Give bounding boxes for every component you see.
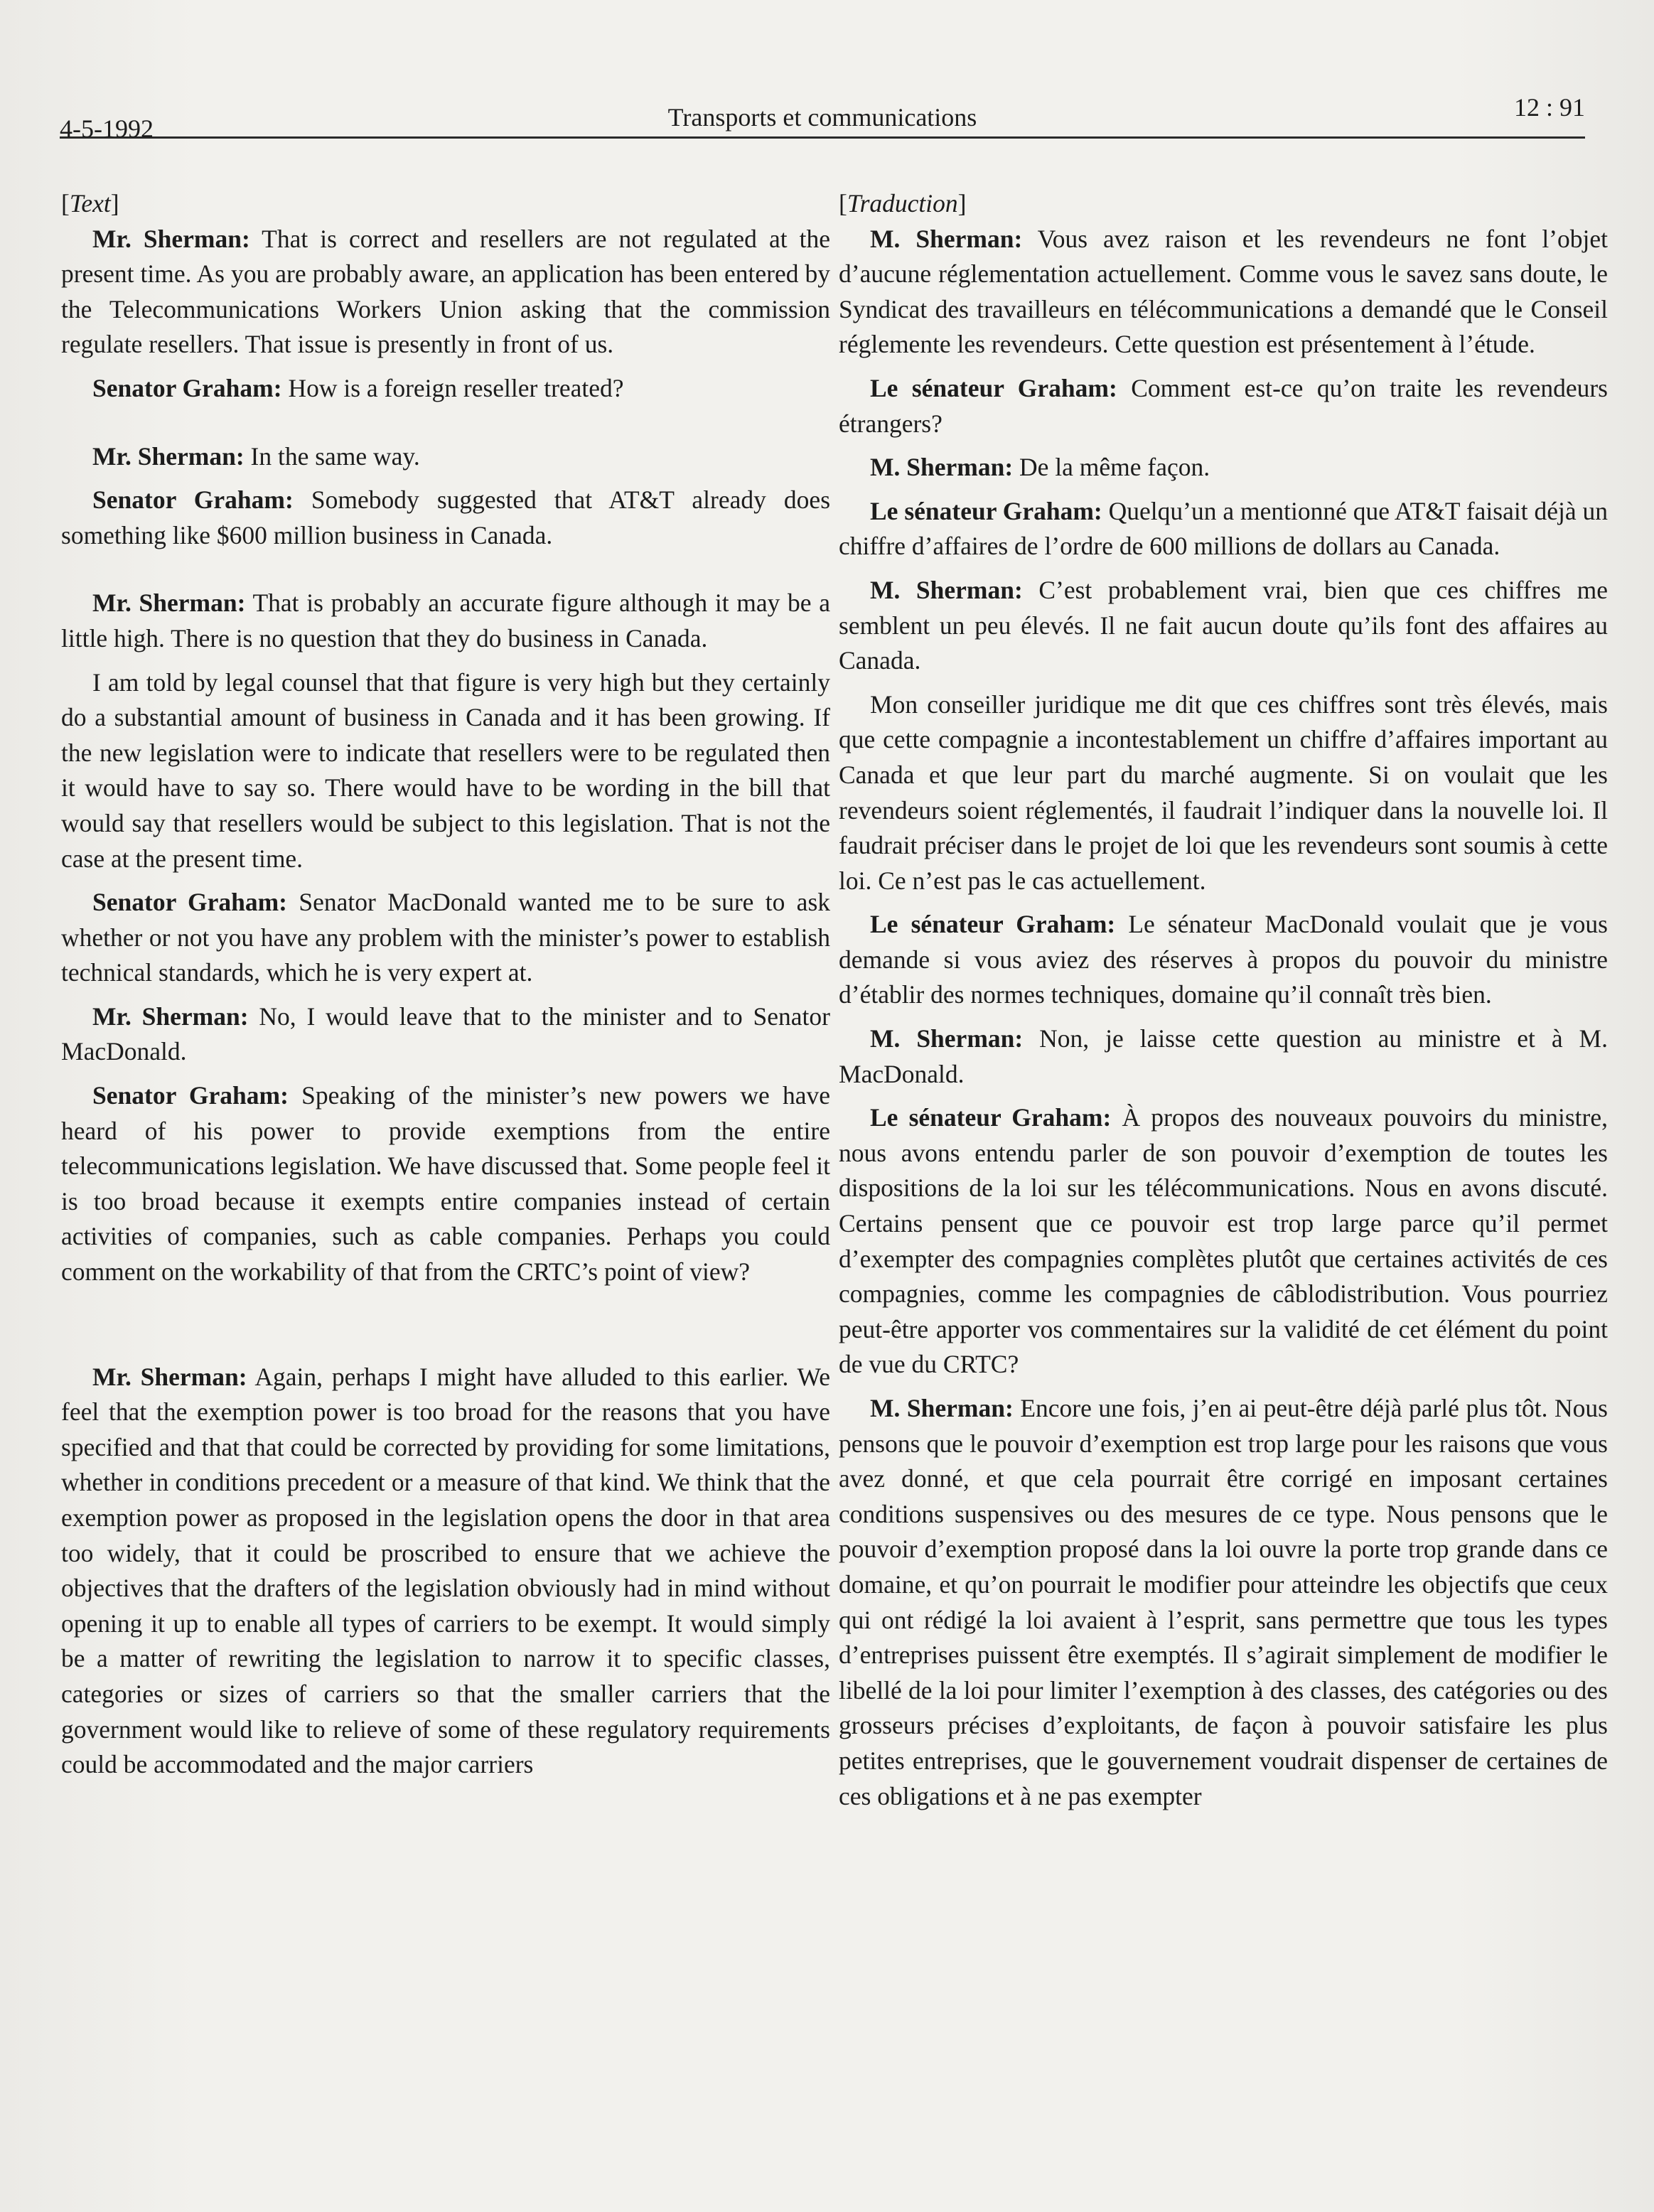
paragraph-text: Le sénateur MacDonald voulait que je vous demande si vous aviez des réserves à propos du pouvoir du ministre d’établir des normes techniques, domaine qu’il connaît très bien. [839,910,1608,1009]
speaker-name: Senator Graham: [92,1081,289,1110]
paragraph-text: Mon conseiller juridique me dit que ces chiffres sont très élevés, mais que cette compagnie a incontestablement un chiffre d’affaires important au Canada et que leur part du marché augmente. Si on voulait que les revendeurs soient réglementés, il faudrait l’indiquer dans la nouvelle loi. Il faudrait préciser dans le projet de loi que les revendeurs sont soumis à cette loi. Ce n’est pas le cas actuellement. [839,689,1608,895]
english-column [61,186,830,1783]
speaker-name: Mr. Sherman: [92,224,250,253]
speaker-name: Le sénateur Graham: [870,496,1102,525]
speaker-name: Mr. Sherman: [92,1002,249,1031]
speaker-name: Senator Graham: [92,373,282,402]
french-paragraph [839,1021,1608,1092]
speaker-name: Mr. Sherman: [92,441,245,471]
paragraph-text: Comment est-ce qu’on traite les revendeurs étrangers? [839,373,1608,438]
speaker-name: M. Sherman: [870,575,1023,604]
english-paragraph [61,371,830,407]
french-paragraph [839,371,1608,441]
english-paragraph [61,885,830,991]
french-paragraph [839,907,1608,1013]
paragraph-text: That is correct and resellers are not regulated at the present time. As you are probably aware, an application has been entered by the Telecommunications Workers Union asking that the commission regulate resellers. That issue is presently in front of us. [61,224,830,359]
french-paragraph [839,222,1608,363]
speaker-name: Mr. Sherman: [92,1362,247,1391]
english-paragraph [61,665,830,877]
paragraph-text: Speaking of the minister’s new powers we have heard of his power to provide exemptions from the entire telecommunications legislation. We have discussed that. Some people feel it is too broad because it exempts entire companies instead of certain activities of companies, such as cable companies. Perhaps you could comment on the workability of that from the CRTC’s point of view? [61,1081,830,1287]
french-paragraph [839,687,1608,899]
speaker-name: M. Sherman: [870,224,1023,253]
paragraph-text: Non, je laisse cette question au ministre et à M. MacDonald. [839,1024,1608,1088]
french-paragraph [839,494,1608,564]
speaker-name: Le sénateur Graham: [870,910,1116,939]
paragraph-text: À propos des nouveaux pouvoirs du ministre, nous avons entendu parler de son pouvoir d’exemption de toutes les dispositions de la loi sur les télécommunications. Nous en avons discuté. Certains pensent que ce pouvoir est trop large parce qu’il permet d’exempter des compagnies complètes plutôt que certaines activités de ces compagnies, comme les compagnies de câblodistribution. Vous pourriez peut-être apporter vos commentaires sur la validité de cet élément du point de vue du CRTC? [839,1103,1608,1379]
paragraph-text: C’est probablement vrai, bien que ces chiffres me semblent un peu élevés. Il ne fait aucun doute qu’ils font des affaires au Canada. [839,575,1608,675]
speaker-name: M. Sherman: [870,453,1014,482]
header-page-number: 12 : 91 [1513,93,1585,122]
french-paragraph [839,1391,1608,1814]
paragraph-text: Somebody suggested that AT&T already does something like $600 million business in Canada. [61,485,831,549]
english-paragraph [61,439,830,475]
header-title: Transports et communications [667,103,977,131]
english-paragraph [61,483,830,553]
french-paragraph [839,450,1608,485]
speaker-name: Le sénateur Graham: [870,1103,1112,1132]
paragraph-text: Again, perhaps I might have alluded to this earlier. We feel that the exemption power is too broad for the reasons that you have specified and that that could be corrected by providing for some limitations, whether in conditions precedent or a measure of that kind. We think that the exemption power as proposed in the legislation opens the door in that area too widely, that it could be proscribed to ensure that we achieve the objectives that the drafters of the legislation obviously had in mind without opening it up to enable all types of carriers to be exempt. It would simply be a matter of rewriting the legislation to narrow it to specific classes, categories or sizes of carriers so that the smaller carriers that the government would like to relieve of some of these regulatory requirements could be accommodated and the major carriers [61,1362,830,1779]
paragraph-text: Senator MacDonald wanted me to be sure to ask whether or not you have any problem with the minister’s power to establish technical standards, which he is very expert at. [61,888,831,987]
english-paragraph [61,586,830,656]
page-header [60,93,1585,143]
english-paragraph [61,999,830,1070]
paragraph-text: Vous avez raison et les revendeurs ne font l’objet d’aucune réglementation actuellement. Comme vous le savez sans doute, le Syndicat des travailleurs en télécommunications a demandé que le Conseil réglemente les revendeurs. Cette question est présentement à l’étude. [839,224,1608,359]
paragraph-text: De la même façon. [1013,453,1210,482]
speaker-name: M. Sherman: [870,1024,1024,1053]
french-column [839,186,1608,1814]
paragraph-text: Encore une fois, j’en ai peut-être déjà parlé plus tôt. Nous pensons que le pouvoir d’exemption est trop large pour les raisons que vous avez donné, et que cela pourrait être corrigé en imposant certaines conditions suspensives ou des mesures de ce type. Nous pensons que le pouvoir d’exemption proposé dans la loi ouvre la porte trop grande dans ce domaine, et qu’on pourrait le modifier pour atteindre les objectifs que ceux qui ont rédigé la loi avaient à l’esprit, sans permettre que tous les types d’entreprises puissent être exemptés. Il s’agirait simplement de modifier le libellé de la loi pour limiter l’exemption à des classes, des catégories ou des grosseurs précises d’exploitants, de façon à pouvoir satisfaire les plus petites entreprises, que le gouvernement voudrait dispenser de certaines de ces obligations et à ne pas exempter [839,1394,1608,1810]
paragraph-text: I am told by legal counsel that that figure is very high but they certainly do a substantial amount of business in Canada and it has been growing. If the new legislation were to indicate that resellers were to be regulated then it would have to say so. There would have to be wording in the bill that would say that resellers would be subject to this legislation. That is not the case at the present time. [61,667,830,873]
section-tag-text: [Text] [61,189,119,218]
english-paragraph [61,1078,830,1290]
speaker-name: Le sénateur Graham: [870,373,1117,402]
speaker-name: M. Sherman: [870,1394,1014,1422]
speaker-name: Mr. Sherman: [92,589,246,618]
french-paragraph [839,1100,1608,1382]
english-paragraph [61,1360,830,1783]
paragraph-text: No, I would leave that to the minister and to Senator MacDonald. [61,1002,830,1066]
paragraph-text: Quelqu’un a mentionné que AT&T faisait déjà un chiffre d’affaires de l’ordre de 600 millions de dollars au Canada. [839,496,1608,561]
english-paragraph [61,222,830,363]
french-paragraph [839,573,1608,679]
header-date: 4-5-1992 [60,114,154,143]
section-tag-traduction: [Traduction] [839,189,967,218]
paragraph-text: That is probably an accurate figure although it may be a little high. There is no question that they do business in Canada. [61,589,830,653]
paragraph-text: In the same way. [244,441,420,471]
speaker-name: Senator Graham: [92,888,288,917]
paragraph-text: How is a foreign reseller treated? [281,373,624,402]
speaker-name: Senator Graham: [92,485,294,515]
